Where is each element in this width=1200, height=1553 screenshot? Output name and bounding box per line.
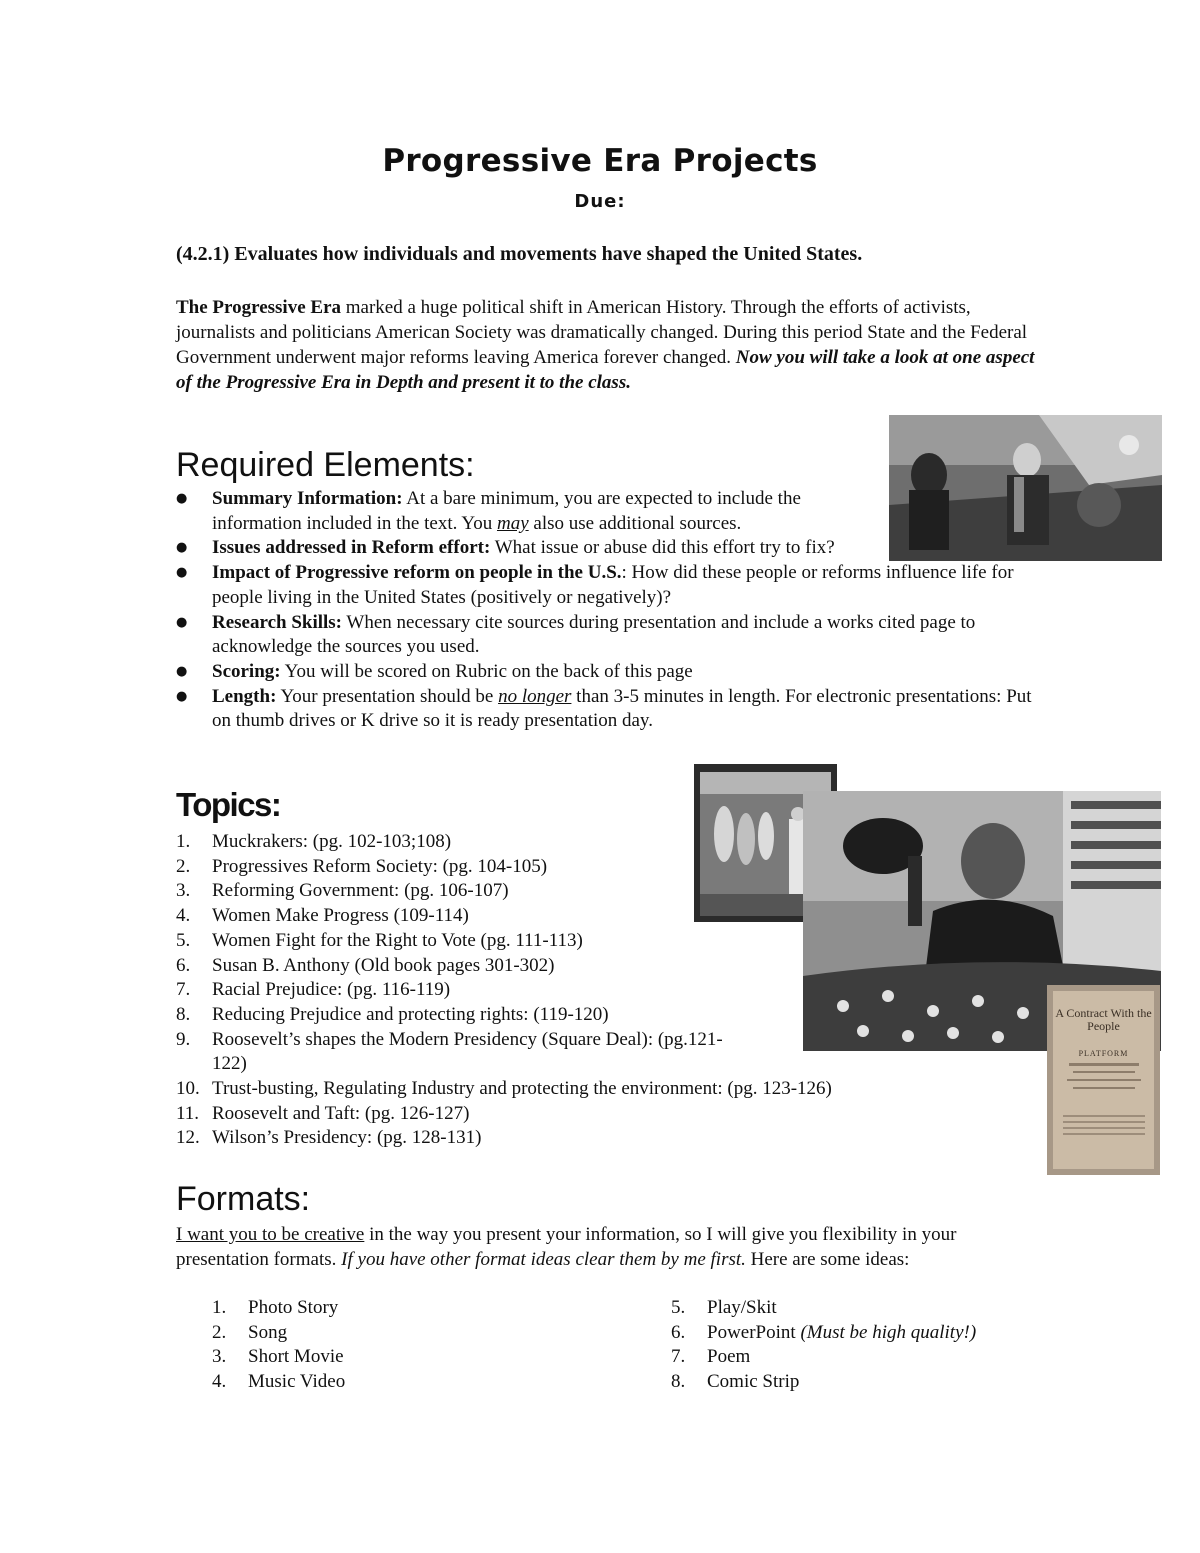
intro-lead: The Progressive Era [176, 297, 341, 318]
required-elements-heading: Required Elements: [176, 446, 475, 484]
pamphlet-title: A Contract With the People [1055, 1006, 1152, 1033]
topics-list [176, 830, 936, 1151]
page-title: Progressive Era Projects [382, 143, 818, 179]
list-item: 6. Susan B. Anthony (Old book pages 301-302) [176, 954, 555, 976]
list-item: ● Scoring: You will be scored on Rubric on the back of this page [176, 660, 1036, 685]
intro-emphasis: Now you will take a look at one aspect of the Progressive Era in Depth and present it to the class. [176, 347, 1035, 393]
list-item: 12. Wilson’s Presidency: (pg. 128-131) [176, 1127, 482, 1149]
list-item: 4. Music Video [212, 1371, 346, 1393]
list-item: ● Summary Information: At a bare minimum, you are expected to include the information included in the text. You may also use additional sources. [176, 487, 852, 536]
platform-pamphlet-image [1047, 985, 1160, 1175]
list-item: 8. Comic Strip [671, 1371, 800, 1393]
list-item: 5. Play/Skit [671, 1297, 777, 1318]
required-elements-list [176, 487, 1036, 734]
list-item: 6. PowerPoint (Must be high quality!) [671, 1321, 977, 1343]
list-item: 7. Racial Prejudice: (pg. 116-119) [176, 979, 451, 1001]
list-item: 11. Roosevelt and Taft: (pg. 126-127) [176, 1102, 470, 1124]
list-item: 4. Women Make Progress (109-114) [176, 905, 469, 927]
list-item: 9. Roosevelt’s shapes the Modern Presidency (Square Deal): (pg.121-122) [176, 1028, 723, 1075]
formats-list-right [671, 1296, 976, 1395]
list-item: ● Impact of Progressive reform on people in the U.S.: How did these people or reforms influence life for people living in the United States (positively or negatively)? [176, 561, 1036, 610]
list-item: ● Issues addressed in Reform effort: What issue or abuse did this effort try to fix? [176, 536, 852, 561]
intro-body: marked a huge political shift in American History. Through the efforts of activists, journalists and politicians American Society was dramatically changed. During this period State and the Federal Government underwent major reforms leaving America forever changed. [176, 297, 1028, 368]
pamphlet-subtitle: PLATFORM [1078, 1049, 1129, 1058]
intro-paragraph [176, 295, 1038, 395]
list-item: ● Research Skills: When necessary cite sources during presentation and include a works cited page to acknowledge the sources you used. [176, 611, 1036, 660]
list-item: 2. Progressives Reform Society: (pg. 104-105) [176, 855, 548, 877]
list-item: 3. Reforming Government: (pg. 106-107) [176, 880, 509, 902]
formats-intro: I want you to be creative in the way you present your information, so I will give you flexibility in your presentation formats. If you have other format ideas clear them by me first. Here are some ideas: [176, 1224, 957, 1270]
list-item: 2. Song [212, 1321, 288, 1343]
list-item: 1. Photo Story [212, 1297, 339, 1318]
list-item: 8. Reducing Prejudice and protecting rights: (119-120) [176, 1003, 609, 1025]
list-item: 3. Short Movie [212, 1346, 344, 1368]
formats-list-left [212, 1296, 345, 1395]
topics-heading: Topics: [176, 786, 281, 823]
list-item: 7. Poem [671, 1346, 751, 1368]
standard-statement: (4.2.1) Evaluates how individuals and movements have shaped the United States. [176, 243, 863, 265]
formats-heading: Formats: [176, 1180, 311, 1218]
list-item: 5. Women Fight for the Right to Vote (pg. 111-113) [176, 929, 583, 951]
list-item: ● Length: Your presentation should be no longer than 3-5 minutes in length. For electronic presentations: Put on thumb drives or K drive so it is ready presentation day. [176, 685, 1036, 734]
due-label: Due: [574, 191, 626, 212]
list-item: 10. Trust-busting, Regulating Industry and protecting the environment: (pg. 123-126) [176, 1078, 832, 1100]
list-item: 1. Muckrakers: (pg. 102-103;108) [176, 831, 452, 852]
